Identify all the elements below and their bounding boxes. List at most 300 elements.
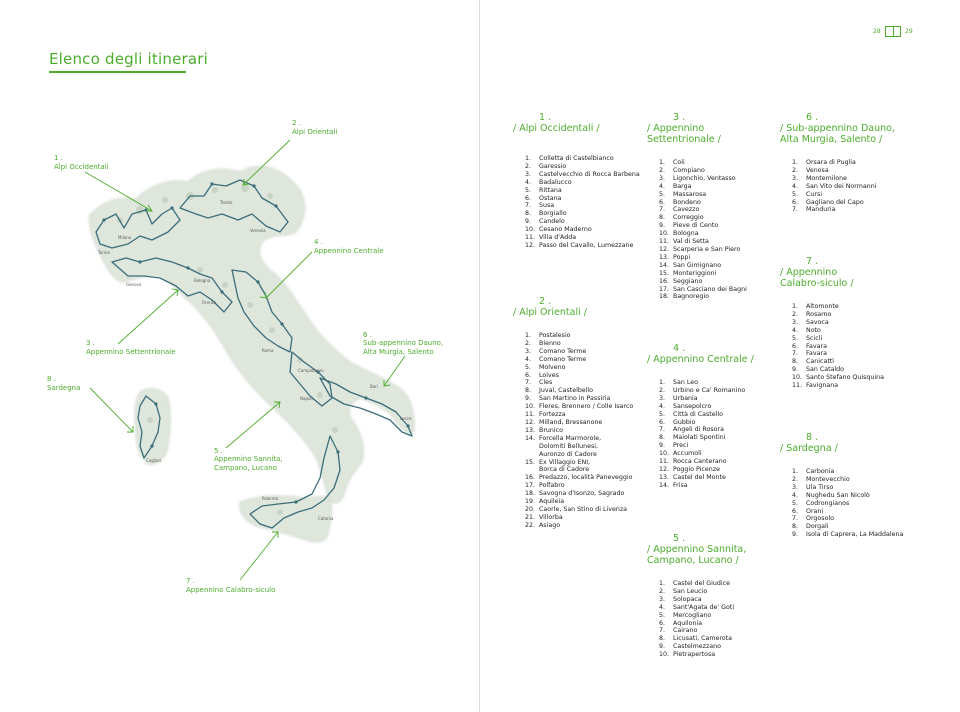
item-name: Monteriggioni — [673, 269, 717, 277]
item-name: Bologna — [673, 230, 699, 238]
town-label: Venezia — [250, 228, 266, 233]
item-name: San Gimignano — [673, 261, 722, 269]
item-name: Loives — [539, 371, 559, 379]
item-name: Savogna d'Isonzo, Sagrado — [539, 490, 625, 498]
item-name: Sant'Agata de' Goti — [673, 603, 735, 611]
item-number: 7. — [792, 206, 799, 214]
list-item — [659, 450, 754, 458]
list-item — [659, 230, 747, 238]
item-name: Scicli — [806, 334, 823, 342]
item-number: 5. — [792, 499, 799, 507]
itinerary-list — [792, 303, 884, 390]
town-label: Firenze — [202, 300, 217, 305]
item-number: 3. — [525, 170, 532, 178]
item-name: Canicattì — [806, 358, 835, 366]
section-number: 6 . — [806, 112, 819, 123]
item-name: Borca di Cadore — [539, 466, 590, 474]
item-name: Sansepolcro — [673, 402, 712, 410]
item-name: Cairano — [673, 627, 698, 635]
item-name: Venosa — [806, 166, 829, 174]
list-item — [659, 387, 754, 395]
item-name: Borgiallo — [539, 210, 567, 218]
item-name: Comano Terme — [539, 355, 587, 363]
item-number: 5. — [659, 611, 666, 619]
item-number: 2. — [659, 587, 666, 595]
town-label: Bologna — [194, 278, 211, 283]
town-label: Milano — [118, 235, 132, 240]
list-item — [792, 515, 903, 523]
list-item — [659, 191, 747, 199]
list-item — [659, 458, 754, 466]
list-item — [792, 319, 884, 327]
item-number: 10. — [792, 374, 803, 382]
item-name: Fleres, Brennero / Colle Isarco — [539, 403, 634, 411]
town-label: Trento — [220, 200, 233, 205]
item-number: 6. — [659, 418, 666, 426]
list-item — [659, 278, 747, 286]
list-item — [792, 523, 903, 531]
list-item — [792, 159, 895, 167]
itinerary-list — [792, 468, 903, 539]
list-item — [659, 206, 747, 214]
section-title: / Appennino Settentrionale / — [647, 123, 721, 145]
item-name: Caorle, San Stino di Livenza — [539, 505, 627, 513]
item-name: Urbania — [673, 394, 698, 402]
section-number: 8 . — [806, 432, 819, 443]
section-title: / Sub-appennino Dauno, Alta Murgia, Salento / — [780, 123, 896, 145]
map-label-1: 1 . Alpi Occidentali — [54, 154, 109, 171]
list-item — [525, 163, 640, 171]
list-item — [659, 434, 754, 442]
item-name: San Casciano dei Bagni — [673, 285, 747, 293]
list-item — [525, 419, 633, 427]
item-number: 4. — [792, 326, 799, 334]
item-number: 2. — [659, 166, 666, 174]
town-label: Napoli — [300, 396, 313, 401]
item-name: Ostana — [539, 194, 562, 202]
list-item — [659, 651, 746, 659]
item-number: 6. — [792, 507, 799, 515]
list-item — [659, 262, 747, 270]
item-number: 4. — [659, 182, 666, 190]
item-name: Isola di Caprera, La Maddalena — [806, 531, 904, 539]
item-number: 1. — [659, 159, 666, 166]
itinerary-list — [792, 159, 895, 214]
item-number: 4. — [659, 402, 666, 410]
item-number: 21. — [525, 513, 536, 521]
section-number: 2 . — [539, 296, 552, 307]
item-name: Cursi — [806, 190, 823, 198]
item-number: 17. — [525, 482, 536, 490]
list-item — [525, 379, 633, 387]
item-number: 14. — [525, 434, 536, 442]
item-number: 3. — [659, 595, 666, 603]
item-name: Asiago — [539, 521, 561, 529]
item-number: 2. — [792, 310, 799, 318]
item-name: Orsara di Puglia — [806, 159, 856, 166]
item-number: 2. — [792, 475, 799, 483]
item-name: Gubbio — [673, 418, 696, 426]
item-number: 15. — [659, 269, 670, 277]
item-number: 9. — [525, 395, 532, 403]
section-title: / Sardegna / — [780, 443, 838, 454]
item-number: 1. — [659, 580, 666, 587]
list-item — [659, 246, 747, 254]
list-item — [525, 234, 640, 242]
item-number: 18. — [659, 293, 670, 301]
town-label: Genova — [126, 282, 142, 287]
item-number: 8. — [659, 635, 666, 643]
list-item — [525, 340, 633, 348]
item-name: Maiolati Spontini — [673, 434, 726, 442]
item-name: Pietrapertosa — [673, 651, 716, 659]
list-item — [659, 214, 747, 222]
item-name: Bienno — [539, 339, 561, 347]
item-name: Bondeno — [673, 198, 701, 206]
section-calabro-siculo — [780, 256, 884, 390]
item-number: 11. — [525, 234, 536, 242]
item-number: 12. — [525, 241, 536, 249]
item-name: San Leucio — [673, 587, 708, 595]
list-item — [792, 303, 884, 311]
item-name: Candelo — [539, 218, 565, 226]
town-label: Cagliari — [146, 458, 162, 463]
list-item — [792, 199, 895, 207]
list-item — [792, 311, 884, 319]
item-number: 11. — [525, 411, 536, 419]
section-number: 1 . — [539, 112, 552, 123]
item-name: Ligonchio, Ventasso — [673, 174, 736, 182]
list-item — [659, 293, 747, 301]
item-name: Compiano — [673, 166, 705, 174]
list-item — [525, 443, 633, 451]
item-number: 8. — [792, 358, 799, 366]
list-item — [659, 620, 746, 628]
list-item — [792, 335, 884, 343]
map-label-7: 7 . Appennino Calabro-siculo — [186, 577, 276, 594]
item-name: Castel del Monte — [673, 473, 726, 481]
town-label: Torino — [98, 250, 110, 255]
item-number: 10. — [659, 450, 670, 458]
item-number: 7. — [792, 515, 799, 523]
item-name: Milland, Bressanone — [539, 418, 603, 426]
list-item — [659, 167, 747, 175]
item-name: Passo del Cavallo, Lumezzane — [539, 241, 634, 249]
list-item — [659, 643, 746, 651]
item-name: Montevecchio — [806, 475, 850, 483]
item-number: 12. — [659, 245, 670, 253]
book-icon — [885, 26, 901, 37]
list-item — [659, 175, 747, 183]
leader-line-3 — [118, 290, 178, 344]
item-number: 1. — [792, 303, 799, 310]
list-item — [525, 218, 640, 226]
item-number: 1. — [525, 332, 532, 339]
item-name: Mercogliano — [673, 611, 712, 619]
item-name: Angeli di Rosora — [673, 426, 724, 434]
item-name: Forcella Marmorole, — [539, 434, 602, 442]
list-item — [525, 474, 633, 482]
map-label-4: 4 . Appennino Centrale — [314, 238, 384, 255]
item-number: 11. — [659, 238, 670, 246]
section-appennino-centrale — [647, 343, 754, 490]
item-name: Montemilone — [806, 174, 847, 182]
item-number: 9. — [792, 366, 799, 374]
section-alpi-orientali — [513, 296, 633, 530]
town-label: Catania — [318, 516, 334, 521]
list-item — [525, 155, 640, 163]
item-name: Savoca — [806, 318, 829, 326]
list-item — [792, 476, 903, 484]
item-name: San Leo — [673, 379, 698, 386]
list-item — [525, 522, 633, 530]
list-item — [792, 358, 884, 366]
item-name: Molveno — [539, 363, 566, 371]
list-item — [525, 210, 640, 218]
list-item — [525, 202, 640, 210]
map-label-6: 6 . Sub-appennino Dauno, Alta Murgia, Salento — [363, 330, 444, 356]
item-name: Seggiano — [673, 277, 703, 285]
item-number: 11. — [792, 382, 803, 390]
item-number: 5. — [525, 363, 532, 371]
page-number-right: 29 — [905, 28, 913, 35]
item-number: 6. — [792, 342, 799, 350]
item-name: Castelvecchio di Rocca Barbena — [539, 170, 640, 178]
list-item — [659, 238, 747, 246]
item-name: Fortezza — [539, 411, 566, 419]
list-item — [659, 159, 747, 167]
list-item — [525, 171, 640, 179]
item-number: 9. — [525, 218, 532, 226]
list-item — [792, 508, 903, 516]
list-item — [659, 183, 747, 191]
section-number: 3 . — [673, 112, 686, 123]
item-number: 11. — [659, 458, 670, 466]
item-name: Città di Castello — [673, 410, 723, 418]
page-title: Elenco degli itinerari — [49, 50, 208, 68]
item-number: 10. — [525, 226, 536, 234]
list-item — [525, 435, 633, 443]
list-item — [525, 482, 633, 490]
item-name: Frisa — [673, 481, 688, 489]
item-name: Ula Tirso — [806, 483, 834, 491]
list-item — [792, 382, 884, 390]
list-item — [659, 379, 754, 387]
list-item — [525, 490, 633, 498]
item-name: Codrongianos — [806, 499, 850, 507]
item-name: Nughedu San Nicolò — [806, 491, 870, 499]
item-name: Villorba — [539, 513, 563, 521]
map-label-3: 3 . Appennino Settentrionale — [86, 339, 176, 356]
item-number: 13. — [659, 473, 670, 481]
item-name: Auronzo di Cadore — [539, 450, 597, 458]
item-name: Manduria — [806, 206, 836, 214]
item-number: 16. — [525, 474, 536, 482]
town-label: Bari — [370, 384, 378, 389]
item-name: Urbino e Ca' Romanino — [673, 386, 746, 394]
item-name: Rittana — [539, 186, 562, 194]
list-item — [525, 356, 633, 364]
item-name: Dolomiti Bellunesi, — [539, 442, 598, 450]
item-number: 2. — [525, 339, 532, 347]
item-name: San Cataldo — [806, 366, 845, 374]
list-item — [659, 627, 746, 635]
item-name: Castel del Giudice — [673, 580, 730, 587]
page-number-left: 28 — [873, 28, 881, 35]
list-item — [525, 427, 633, 435]
item-name: Cles — [539, 379, 553, 387]
item-number: 10. — [525, 403, 536, 411]
item-number: 1. — [792, 468, 799, 475]
list-item — [659, 403, 754, 411]
list-item — [659, 596, 746, 604]
item-number: 13. — [525, 426, 536, 434]
itinerary-list — [659, 379, 754, 490]
item-number: 6. — [525, 194, 532, 202]
town-label: Roma — [262, 348, 274, 353]
item-name: Solopaca — [673, 595, 702, 603]
item-number — [525, 451, 539, 459]
section-title: / Alpi Orientali / — [513, 307, 587, 318]
list-item — [659, 254, 747, 262]
item-name: Rocca Canterano — [673, 458, 727, 466]
item-number: 1. — [659, 379, 666, 386]
item-number: 8. — [525, 387, 532, 395]
item-number: 16. — [659, 277, 670, 285]
item-number: 6. — [659, 619, 666, 627]
list-item — [659, 604, 746, 612]
item-name: Garessio — [539, 162, 567, 170]
item-number: 1. — [525, 155, 532, 162]
item-number: 8. — [525, 210, 532, 218]
item-name: Favignana — [806, 382, 839, 390]
item-number: 5. — [792, 334, 799, 342]
item-number: 12. — [525, 418, 536, 426]
item-name: Postalesio — [539, 332, 571, 339]
item-name: Pieve di Cento — [673, 222, 719, 230]
item-name: Comano Terme — [539, 347, 587, 355]
item-number — [525, 466, 539, 474]
item-number: 3. — [792, 174, 799, 182]
list-item — [525, 387, 633, 395]
list-item — [792, 366, 884, 374]
map-label-2: 2 . Alpi Orientali — [292, 119, 338, 136]
item-number: 6. — [525, 371, 532, 379]
item-name: Accumoli — [673, 450, 702, 458]
map-label-5: 5 . Appennino Sannita, Campano, Lucano — [214, 446, 283, 472]
section-appennino-settentrionale — [647, 112, 747, 301]
item-number: 3. — [792, 483, 799, 491]
item-name: Villa d'Adda — [539, 234, 577, 242]
item-number: 9. — [659, 643, 666, 651]
list-item — [525, 451, 633, 459]
list-item — [525, 195, 640, 203]
item-number: 4. — [792, 491, 799, 499]
list-item — [525, 411, 633, 419]
section-title: / Appennino Calabro-siculo / — [780, 267, 854, 289]
leader-line-7 — [240, 532, 278, 580]
leader-line-8 — [90, 388, 133, 432]
item-number: 7. — [525, 202, 532, 210]
section-alpi-occidentali — [513, 112, 640, 250]
section-number: 4 . — [673, 343, 686, 354]
item-name: Cesano Maderno — [539, 226, 592, 234]
item-name: Polfabro — [539, 482, 565, 490]
list-item — [792, 343, 884, 351]
town-label: Lecce — [400, 416, 412, 421]
item-number: 2. — [659, 386, 666, 394]
list-item — [525, 372, 633, 380]
item-name: Noto — [806, 326, 821, 334]
item-number: 19. — [525, 498, 536, 506]
item-number: 10. — [659, 651, 670, 659]
list-item — [659, 580, 746, 588]
list-item — [659, 612, 746, 620]
item-name: Ex Villaggio ENI, — [539, 458, 591, 466]
item-name: Juval, Castelbello — [539, 387, 594, 395]
section-dauno-salento — [780, 112, 895, 214]
list-item — [659, 474, 754, 482]
item-name: Castelmezzano — [673, 643, 721, 651]
section-title: / Appennino Sannita, Campano, Lucano / — [647, 544, 747, 566]
item-number: 7. — [659, 206, 666, 214]
item-name: Val di Setta — [673, 238, 709, 246]
section-sardegna — [780, 432, 903, 539]
item-name: Favara — [806, 350, 827, 358]
map-label-8: 8 . Sardegna — [47, 375, 81, 392]
list-item — [525, 403, 633, 411]
item-number: 9. — [792, 531, 799, 539]
section-number: 7 . — [806, 256, 819, 267]
item-number: 4. — [525, 355, 532, 363]
item-number: 4. — [792, 182, 799, 190]
item-name: Aquilonia — [673, 619, 703, 627]
item-name: Coli — [673, 159, 685, 166]
list-item — [659, 466, 754, 474]
item-number: 8. — [659, 434, 666, 442]
list-item — [525, 226, 640, 234]
list-item — [525, 514, 633, 522]
item-number: 5. — [792, 190, 799, 198]
section-title: / Appennino Centrale / — [647, 354, 754, 365]
list-item — [525, 348, 633, 356]
item-number: 17. — [659, 285, 670, 293]
item-number: 2. — [792, 166, 799, 174]
list-item — [659, 411, 754, 419]
item-number: 9. — [659, 222, 666, 230]
town-label: Palermo — [262, 496, 279, 501]
item-name: San Vito dei Normanni — [806, 182, 877, 190]
item-name: Orani — [806, 507, 824, 515]
item-name: Cavezzo — [673, 206, 700, 214]
item-name: Rosarno — [806, 310, 832, 318]
item-number: 3. — [659, 174, 666, 182]
item-number: 8. — [792, 523, 799, 531]
item-name: Poggio Picenze — [673, 465, 720, 473]
item-number: 7. — [525, 379, 532, 387]
item-name: Gagliano del Capo — [806, 198, 864, 206]
item-name: Carbonia — [806, 468, 835, 475]
town-label: Campobasso — [298, 368, 324, 373]
item-number: 13. — [659, 253, 670, 261]
item-number: 18. — [525, 490, 536, 498]
item-number: 8. — [659, 214, 666, 222]
list-item — [659, 419, 754, 427]
item-name: Susa — [539, 202, 555, 210]
list-item — [525, 332, 633, 340]
item-name: Colletta di Castelbianco — [539, 155, 614, 162]
list-item — [525, 459, 633, 467]
